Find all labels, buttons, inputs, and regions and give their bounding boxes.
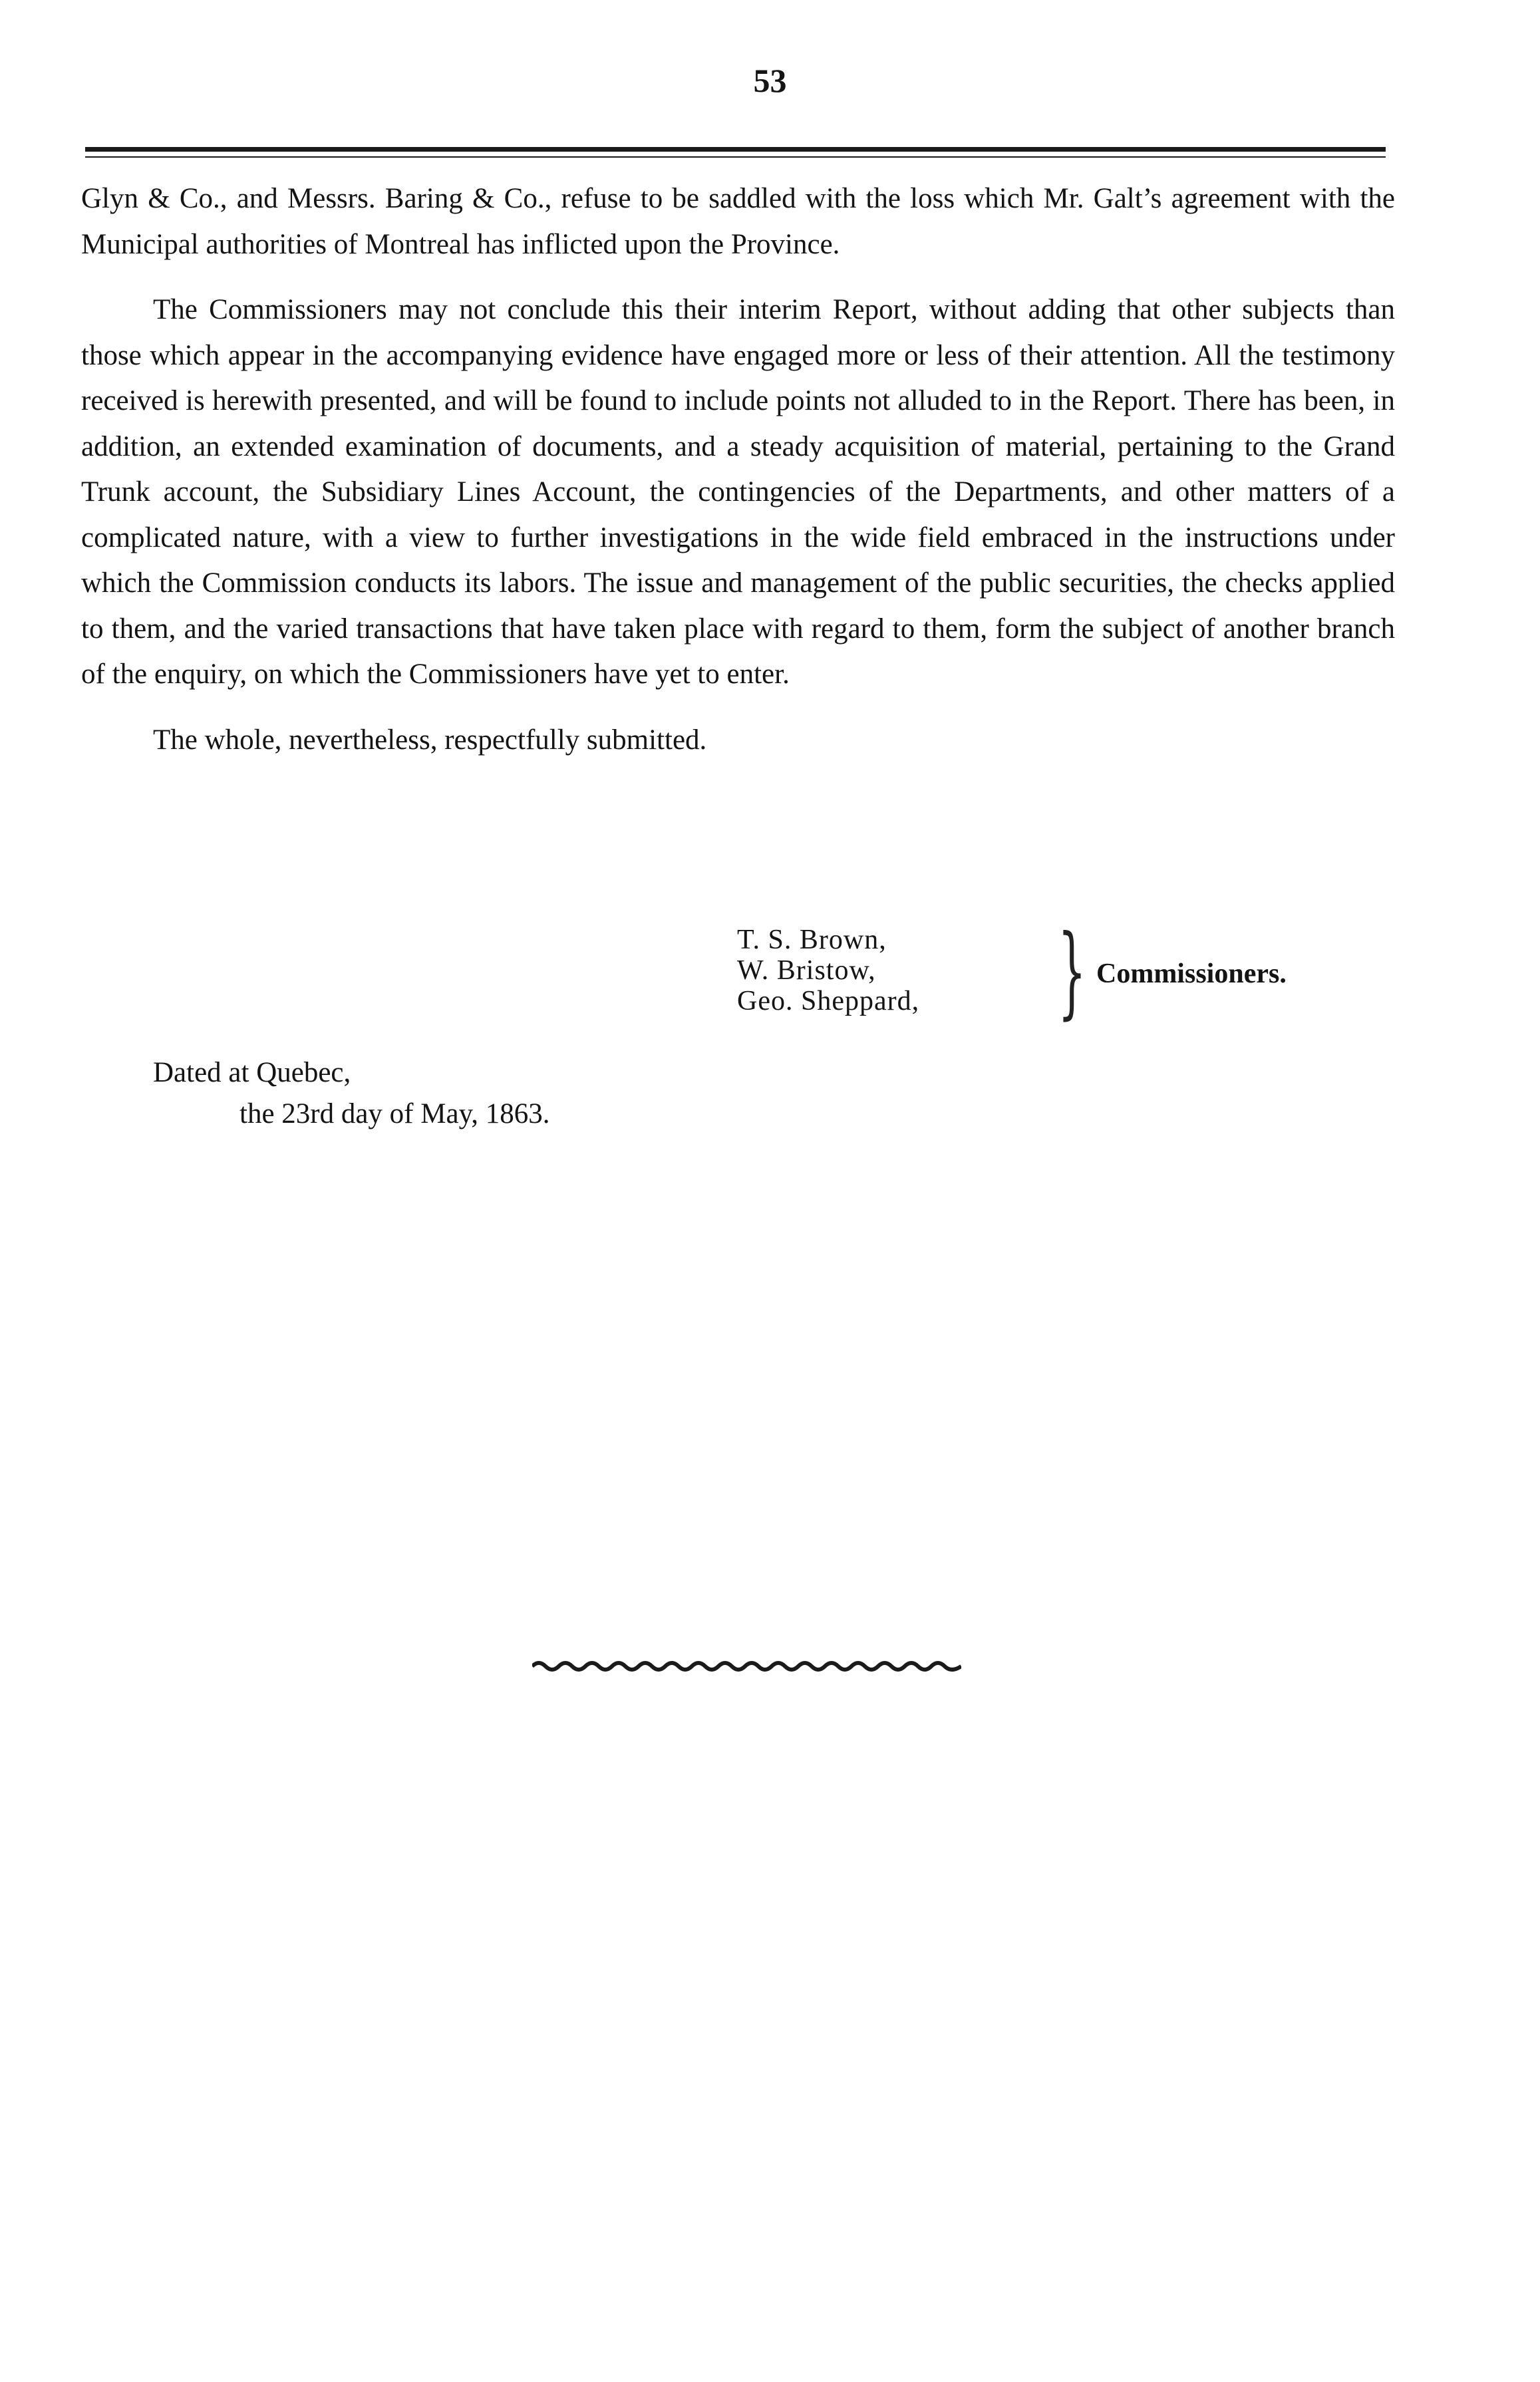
dated-block [153,1052,550,1135]
brace-icon: } [1058,914,1086,1030]
header-rule-thick [85,147,1386,152]
signatory-role: Commissioners. [1096,959,1287,989]
paragraph-submission: The whole, nevertheless, respectfully submitted. [153,724,707,756]
signatory-sheppard: Geo. Sheppard, [737,986,920,1016]
paragraph-commissioners: The Commissioners may not conclude this their interim Report, without adding that other subjects than those which appear in the accompanying evidence have engaged more or less of their attention. All the testimony received is herewith presented, and will be found to include points not alluded to in the Report. There has been, in addition, an extended examination of documents, and a steady acquisition of material, pertaining to the Grand Trunk account, the Subsidiary Lines Account, the contingencies of the Departments, and other matters of a complicated nature, with a view to further investigations in the wide field embraced in the instructions under which the Commission conducts its labors. The issue and management of the public securities, the checks applied to them, and the varied transactions that have taken place with regard to them, form the subject of another branch of the enquiry, on which the Commissioners have yet to enter. [81,294,1395,690]
ornamental-rule-icon [532,1656,961,1676]
signatory-list [737,925,919,1016]
signature-block [737,925,919,1016]
header-rule-thin [85,156,1386,158]
paragraph-continuation: Glyn & Co., and Messrs. Baring & Co., refuse to be saddled with the loss which Mr. Galt’s agreement with the Municipal authorities of Montreal has inflicted upon the Province. [81,183,1395,260]
dated-place: Dated at Quebec, [153,1057,351,1088]
body-text [81,176,1395,783]
dated-date: the 23rd day of May, 1863. [239,1098,550,1129]
signatory-bristow: W. Bristow, [737,955,876,986]
signatory-brown: T. S. Brown, [737,925,887,955]
page-number: 53 [753,62,787,99]
